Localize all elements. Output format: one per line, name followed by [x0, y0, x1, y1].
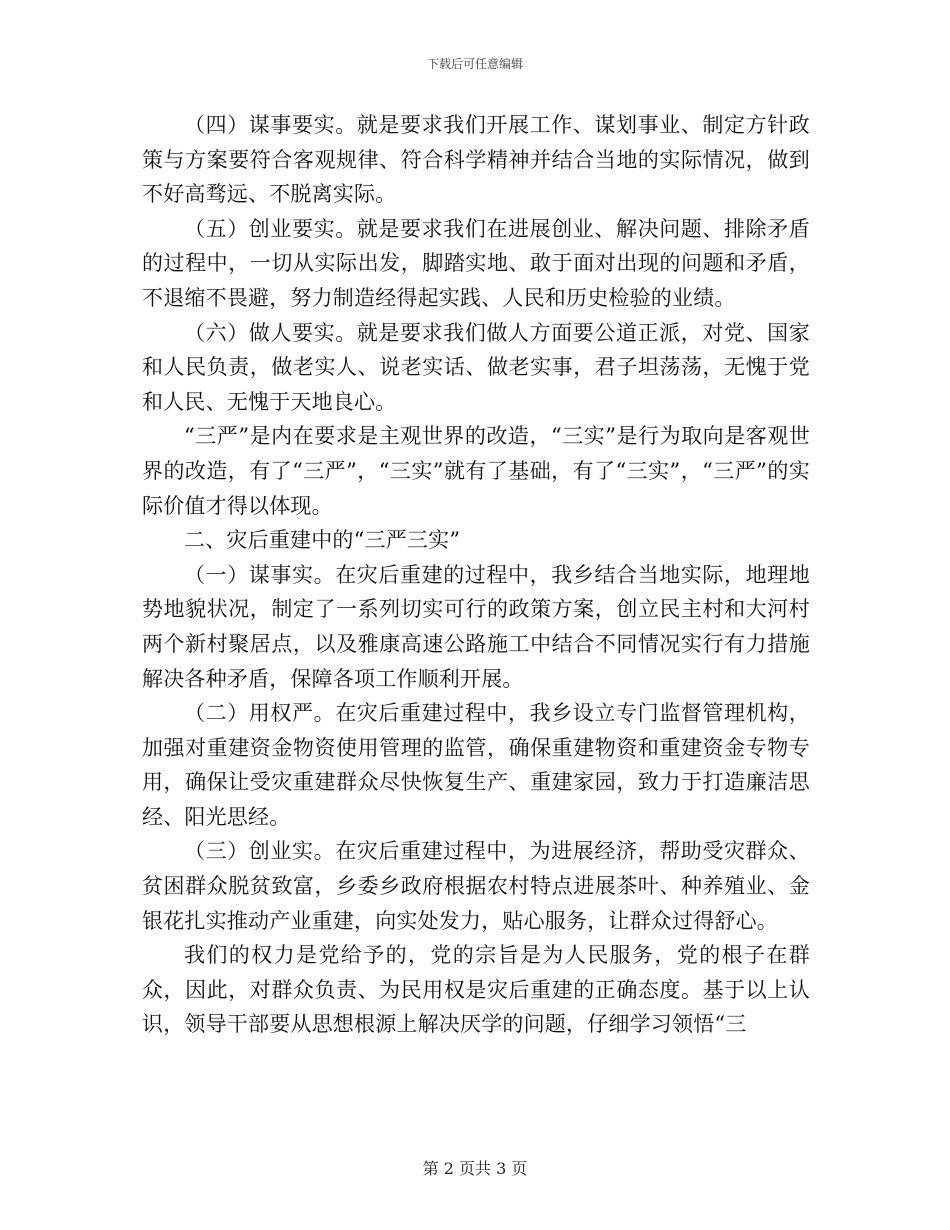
paragraph-6-conduct-practical: （六）做人要实。就是要求我们做人方面要公道正派，对党、国家和人民负责，做老实人、说老实话、做老实事，君子坦荡荡，无愧于党和人民、无愧于天地良心。 — [142, 320, 810, 414]
page-header: 下载后可任意编辑 — [426, 57, 523, 71]
section-heading-reconstruction: 二、灾后重建中的“三严三实” — [184, 528, 461, 553]
paragraph-4-plan-practical: （四）谋事要实。就是要求我们开展工作、谋划事业、制定方针政策与方案要符合客观规律、符合科学精神并结合当地的实际情况，做到不好高骛远、不脱离实际。 — [142, 113, 810, 207]
paragraph-2-power: （二）用权严。在灾后重建过程中，我乡设立专门监督管理机构，加强对重建资金物资使用管理的监管，确保重建物资和重建资金专物专用，确保让受灾重建群众尽快恢复生产、重建家园，致力于打造廉洁思经、阳光思经。 — [142, 701, 810, 829]
page-footer: 第 2 页共 3 页 — [422, 1159, 528, 1178]
paragraph-1-planning: （一）谋事实。在灾后重建的过程中，我乡结合当地实际，地理地势地貌状况，制定了一系列切实可行的政策方案，创立民主村和大河村两个新村聚居点，以及雅康高速公路施工中结合不同情况实行有力措施解决各种矛盾，保障各项工作顺利开展。 — [142, 562, 810, 691]
paragraph-5-enterprise-practical: （五）创业要实。就是要求我们在进展创业、解决问题、排除矛盾的过程中，一切从实际出发，脚踏实地、敢于面对出现的问题和矛盾，不退缩不畏避，努力制造经得起实践、人民和历史检验的业绩。 — [142, 216, 810, 310]
paragraph-3-enterprise: （三）创业实。在灾后重建过程中，为进展经济，帮助受灾群众、贫困群众脱贫致富，乡委乡政府根据农村特点进展茶叶、种养殖业、金银花扎实推动产业重建，向实处发力，贴心服务，让群众过得舒心。 — [142, 839, 810, 933]
document-body — [142, 108, 810, 1042]
paragraph-three-strict-three-practical: “三严”是内在要求是主观世界的改造，“三实”是行为取向是客观世界的改造，有了“三严”，“三实”就有了基础，有了“三实”，“三严”的实际价值才得以体现。 — [142, 424, 810, 518]
paragraph-conclusion: 我们的权力是党给予的，党的宗旨是为人民服务，党的根子在群众，因此，对群众负责、为民用权是灾后重建的正确态度。基于以上认识，领导干部要从思想根源上解决厌学的问题，仔细学习领悟“三 — [142, 943, 810, 1037]
